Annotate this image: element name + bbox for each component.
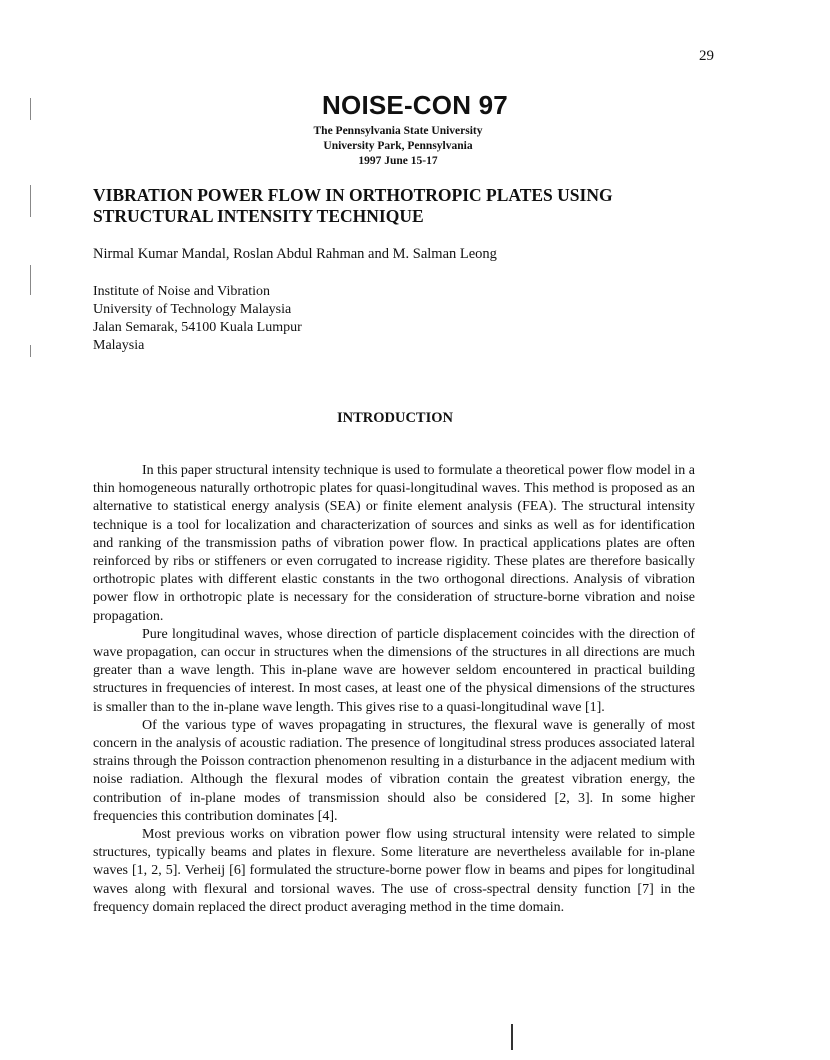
authors: Nirmal Kumar Mandal, Roslan Abdul Rahman and M. Salman Leong <box>93 246 497 262</box>
page-number: 29 <box>699 48 714 64</box>
affiliation-line: University Park, Pennsylvania <box>323 140 473 152</box>
body-text <box>93 462 695 917</box>
paragraph: Pure longitudinal waves, whose direction of particle displacement coincides with the direction of wave propagation, can occur in structures when the dimensions of the structures in all directions are much greater than a wave length. This in-plane wave are however seldom encountered in practical building structures in frequencies of interest. In most cases, at least one of the physical dimensions of the structures is smaller than to the in-plane wave length. This gives rise to a quasi-longitudinal wave [1]. <box>93 626 695 715</box>
scan-mark <box>30 185 31 217</box>
affiliation-line: 1997 June 15-17 <box>358 155 438 167</box>
conference-title: NOISE-CON 97 <box>322 90 508 120</box>
paper-title-line: STRUCTURAL INTENSITY TECHNIQUE <box>93 206 424 226</box>
paper-title-line: VIBRATION POWER FLOW IN ORTHOTROPIC PLATES USING <box>93 185 613 205</box>
paragraph: Of the various type of waves propagating in structures, the flexural wave is generally of most concern in the analysis of acoustic radiation. The presence of longitudinal stress produces associated lateral strains through the Poisson contraction phenomenon resulting in a disturbance in the adjacent medium with noise radiation. Although the flexural modes of vibration contain the greatest vibration energy, the contribution of in-plane modes of transmission should also be considered [2, 3]. In some higher frequencies this contribution dominates [4]. <box>93 717 695 824</box>
institution-line: University of Technology Malaysia <box>93 302 292 317</box>
paragraph: Most previous works on vibration power flow using structural intensity were related to simple structures, typically beams and plates in flexure. Some literature are nevertheless available for in-plane waves [1, 2, 5]. Verheij [6] formulated the structure-borne power flow in beams and pipes for longitudinal waves along with flexural and torsional waves. The use of cross-spectral density function [7] in the frequency domain replaced the direct product averaging method in the time domain. <box>93 827 695 915</box>
scan-mark <box>30 98 31 120</box>
institution-line: Malaysia <box>93 338 145 353</box>
institution-address <box>93 283 302 355</box>
scan-mark <box>511 1024 513 1050</box>
affiliation-line: The Pennsylvania State University <box>313 125 483 137</box>
section-heading: INTRODUCTION <box>336 410 453 426</box>
paper-title <box>93 185 713 227</box>
institution-line: Jalan Semarak, 54100 Kuala Lumpur <box>93 320 302 335</box>
institution-line: Institute of Noise and Vibration <box>93 284 270 299</box>
paragraph: In this paper structural intensity technique is used to formulate a theoretical power flow model in a thin homogeneous naturally orthotropic plates for quasi-longitudinal waves. This method is proposed as an alternative to statistical energy analysis (SEA) or finite element analysis (FEA). The structural intensity technique is a tool for localization and characterization of sources and sinks as well as for identification and ranking of the transmission paths of vibration power flow. In practical applications plates are often reinforced by ribs or stiffeners or even corrugated to increase rigidity. These plates are therefore basically orthotropic plates with different elastic constants in the two orthogonal directions. Analysis of vibration power flow in orthotropic plate is necessary for the consideration of structure-borne vibration and noise propagation. <box>93 463 695 624</box>
scan-mark <box>30 265 31 295</box>
scan-mark <box>30 345 31 357</box>
